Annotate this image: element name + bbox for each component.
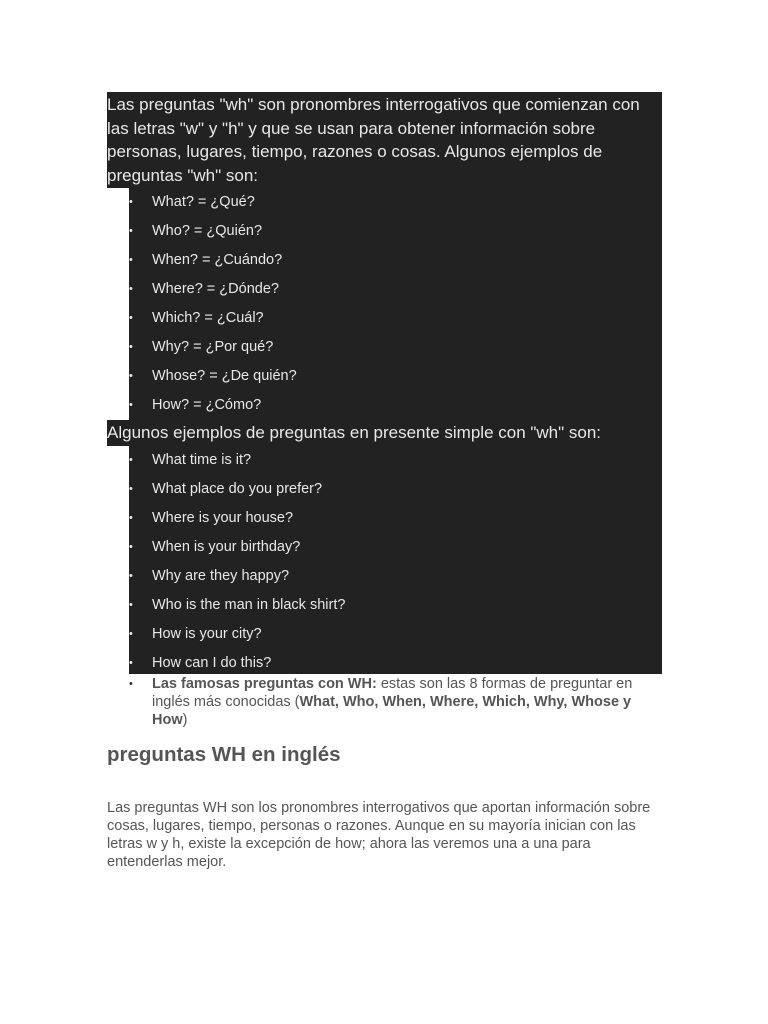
bullet-icon: • xyxy=(129,570,133,582)
bullet-icon: • xyxy=(129,312,133,324)
list-item xyxy=(129,304,662,333)
list-item-text: Why are they happy? xyxy=(152,568,290,584)
list-item-text: How is your city? xyxy=(152,626,262,642)
list-item xyxy=(129,362,662,391)
bullet-icon: • xyxy=(129,370,133,382)
list-item-text: When? = ¿Cuándo? xyxy=(152,252,283,268)
famous-lead: Las famosas preguntas con WH: xyxy=(152,676,377,692)
bullet-icon: • xyxy=(129,599,133,611)
famous-text: estas son las 8 formas de preguntar en inglés más conocidas ( xyxy=(152,676,633,710)
bullet-icon: • xyxy=(129,541,133,553)
list-item xyxy=(129,620,662,649)
bullet-icon: • xyxy=(129,254,133,266)
list-item xyxy=(129,504,662,533)
list-item xyxy=(129,188,662,217)
list-item xyxy=(129,533,662,562)
list-item xyxy=(129,446,662,475)
document-page xyxy=(107,92,662,871)
list-item-text: Where? = ¿Dónde? xyxy=(152,281,279,297)
list-item xyxy=(129,275,662,304)
list-item xyxy=(129,217,662,246)
bullet-icon: • xyxy=(129,283,133,295)
bullet-icon: • xyxy=(129,341,133,353)
bullet-icon: • xyxy=(129,454,133,466)
list-item xyxy=(129,475,662,504)
list-item xyxy=(129,675,662,729)
famous-list xyxy=(107,675,662,729)
list-item-text: Who? = ¿Quién? xyxy=(152,223,263,239)
list-item xyxy=(129,333,662,362)
intro-paragraph: Las preguntas "wh" son pronombres interrogativos que comienzan con las letras "w" y "h" y que se usan para obtener información sobre personas, lugares, tiempo, razones o cosas. Algunos ejemplos de preguntas "wh" son: xyxy=(107,92,662,188)
list-item-text: How? = ¿Cómo? xyxy=(152,397,262,413)
bullet-icon: • xyxy=(129,225,133,237)
list-item xyxy=(129,591,662,620)
bullet-icon: • xyxy=(129,399,133,411)
list-item-text: What place do you prefer? xyxy=(152,481,323,497)
list-item xyxy=(129,391,662,420)
bullet-icon: • xyxy=(129,678,133,690)
section-title: preguntas WH en inglés xyxy=(107,743,341,766)
list-item xyxy=(129,562,662,591)
list-item-text: When is your birthday? xyxy=(152,539,301,555)
examples-intro: Algunos ejemplos de preguntas en presente simple con "wh" son: xyxy=(107,420,662,446)
list-item-text: What? = ¿Qué? xyxy=(152,194,255,210)
bullet-icon: • xyxy=(129,628,133,640)
section-body: Las preguntas WH son los pronombres interrogativos que aportan información sobre cosas, lugares, tiempo, personas o razones. Aunque en su mayoría inician con las letras w y h, existe la excepción de how; ahora las veremos una a una para entenderlas mejor. xyxy=(107,800,651,870)
list-item-text: Whose? = ¿De quién? xyxy=(152,368,297,384)
bullet-icon: • xyxy=(129,196,133,208)
list-item-text: Who is the man in black shirt? xyxy=(152,597,346,613)
list-item-text: Where is your house? xyxy=(152,510,294,526)
famous-close: ) xyxy=(182,712,188,728)
list-item-text: Why? = ¿Por qué? xyxy=(152,339,274,355)
examples-list xyxy=(107,446,662,674)
bullet-icon: • xyxy=(129,512,133,524)
list-item-text: How can I do this? xyxy=(152,655,272,671)
list-item-text: What time is it? xyxy=(152,452,252,468)
list-item-text: Which? = ¿Cuál? xyxy=(152,310,264,326)
list-item xyxy=(129,246,662,275)
highlighted-block xyxy=(107,92,662,674)
bullet-icon: • xyxy=(129,657,133,669)
wh-question-list xyxy=(107,188,662,420)
list-item xyxy=(129,649,662,674)
famous-words: What, Who, When, Where, Which, Why, Whose y How xyxy=(152,694,632,728)
bullet-icon: • xyxy=(129,483,133,495)
